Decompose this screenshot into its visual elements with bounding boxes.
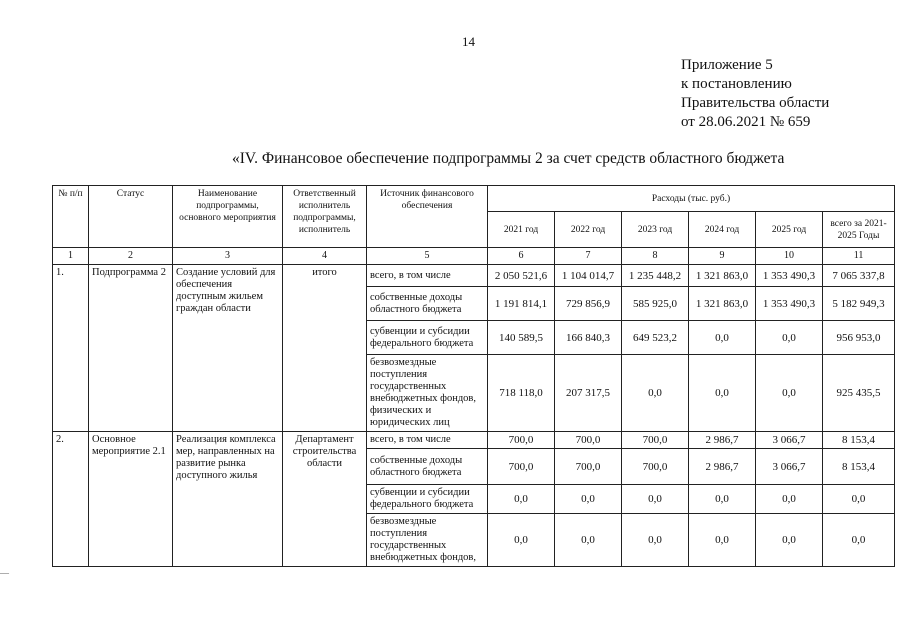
cell-status: Подпрограмма 2 xyxy=(89,265,173,432)
cell-value: 207 317,5 xyxy=(555,355,622,432)
appendix-line: к постановлению xyxy=(681,76,792,92)
appendix-line: Правительства области xyxy=(681,95,830,111)
cell-source: собственные доходы областного бюджета xyxy=(367,449,488,485)
document-title: «IV. Финансовое обеспечение подпрограммы 2 за счет средств областного бюджета xyxy=(232,150,785,167)
cell-value: 700,0 xyxy=(488,432,555,449)
cell-value: 718 118,0 xyxy=(488,355,555,432)
column-index: 3 xyxy=(173,248,283,265)
column-index: 10 xyxy=(756,248,823,265)
cell-value: 7 065 337,8 xyxy=(823,265,895,287)
cell-value: 2 050 521,6 xyxy=(488,265,555,287)
header-source: Источник финансового обеспечения xyxy=(367,186,488,248)
cell-value: 956 953,0 xyxy=(823,321,895,355)
header-year-2023: 2023 год xyxy=(622,212,689,248)
cell-value: 2 986,7 xyxy=(689,432,756,449)
header-year-2025: 2025 год xyxy=(756,212,823,248)
column-index: 1 xyxy=(53,248,89,265)
cell-executor: итого xyxy=(283,265,367,432)
cell-value: 0,0 xyxy=(488,514,555,567)
column-index: 9 xyxy=(689,248,756,265)
cell-value: 700,0 xyxy=(488,449,555,485)
cell-value: 8 153,4 xyxy=(823,449,895,485)
cell-source: безвозмездные поступления государственных внебюджетных фондов, xyxy=(367,514,488,567)
cell-status: Основное мероприятие 2.1 xyxy=(89,432,173,567)
cell-value: 700,0 xyxy=(622,449,689,485)
cell-name: Реализация комплекса мер, направленных на развитие рынка доступного жилья xyxy=(173,432,283,567)
header-expenses: Расходы (тыс. руб.) xyxy=(488,186,895,212)
cell-value: 3 066,7 xyxy=(756,432,823,449)
cell-value: 700,0 xyxy=(555,449,622,485)
cell-value: 700,0 xyxy=(555,432,622,449)
header-year-2021: 2021 год xyxy=(488,212,555,248)
column-index: 8 xyxy=(622,248,689,265)
cell-value: 8 153,4 xyxy=(823,432,895,449)
table-body xyxy=(53,265,895,567)
cell-value: 1 191 814,1 xyxy=(488,287,555,321)
cell-source: всего, в том числе xyxy=(367,265,488,287)
cell-value: 0,0 xyxy=(823,514,895,567)
cell-source: безвозмездные поступления государственных внебюджетных фондов, физических и юридических лиц xyxy=(367,355,488,432)
cell-source: всего, в том числе xyxy=(367,432,488,449)
cell-value: 0,0 xyxy=(756,485,823,514)
cell-value: 0,0 xyxy=(689,321,756,355)
cell-value: 925 435,5 xyxy=(823,355,895,432)
cell-value: 1 353 490,3 xyxy=(756,287,823,321)
cell-name: Создание условий для обеспечения доступным жильем граждан области xyxy=(173,265,283,432)
cell-value: 1 104 014,7 xyxy=(555,265,622,287)
cell-value: 585 925,0 xyxy=(622,287,689,321)
header-num: № п/п xyxy=(53,186,89,248)
cell-value: 0,0 xyxy=(622,485,689,514)
column-index: 7 xyxy=(555,248,622,265)
cell-value: 0,0 xyxy=(689,355,756,432)
cell-value: 1 321 863,0 xyxy=(689,265,756,287)
table-row xyxy=(53,432,895,449)
cell-value: 0,0 xyxy=(488,485,555,514)
margin-mark: — xyxy=(0,568,9,578)
table-row xyxy=(53,265,895,287)
column-index-row xyxy=(53,248,895,265)
cell-value: 0,0 xyxy=(555,485,622,514)
cell-executor: Департамент строительства области xyxy=(283,432,367,567)
cell-value: 1 321 863,0 xyxy=(689,287,756,321)
header-year-2022: 2022 год xyxy=(555,212,622,248)
cell-value: 1 353 490,3 xyxy=(756,265,823,287)
appendix-block xyxy=(681,56,829,132)
cell-num: 1. xyxy=(53,265,89,432)
cell-value: 729 856,9 xyxy=(555,287,622,321)
column-index: 5 xyxy=(367,248,488,265)
cell-value: 0,0 xyxy=(823,485,895,514)
header-status: Статус xyxy=(89,186,173,248)
cell-value: 649 523,2 xyxy=(622,321,689,355)
cell-value: 0,0 xyxy=(689,485,756,514)
cell-source: субвенции и субсидии федерального бюджета xyxy=(367,485,488,514)
appendix-line: от 28.06.2021 № 659 xyxy=(681,114,811,130)
cell-value: 0,0 xyxy=(756,514,823,567)
cell-source: собственные доходы областного бюджета xyxy=(367,287,488,321)
cell-value: 1 235 448,2 xyxy=(622,265,689,287)
page-number: 14 xyxy=(462,34,475,49)
cell-value: 3 066,7 xyxy=(756,449,823,485)
cell-value: 2 986,7 xyxy=(689,449,756,485)
table-header xyxy=(53,186,895,248)
cell-value: 0,0 xyxy=(756,355,823,432)
cell-value: 0,0 xyxy=(622,355,689,432)
column-index: 2 xyxy=(89,248,173,265)
header-year-2024: 2024 год xyxy=(689,212,756,248)
column-index: 6 xyxy=(488,248,555,265)
financing-table xyxy=(52,185,895,567)
header-name: Наименование подпрограммы, основного мероприятия xyxy=(173,186,283,248)
appendix-line: Приложение 5 xyxy=(681,57,773,73)
header-total: всего за 2021-2025 Годы xyxy=(823,212,895,248)
cell-num: 2. xyxy=(53,432,89,567)
header-executor: Ответственный исполнитель подпрограммы, исполнитель xyxy=(283,186,367,248)
cell-value: 0,0 xyxy=(622,514,689,567)
cell-value: 0,0 xyxy=(756,321,823,355)
cell-value: 0,0 xyxy=(689,514,756,567)
cell-value: 140 589,5 xyxy=(488,321,555,355)
cell-value: 166 840,3 xyxy=(555,321,622,355)
column-index: 11 xyxy=(823,248,895,265)
cell-value: 5 182 949,3 xyxy=(823,287,895,321)
column-index: 4 xyxy=(283,248,367,265)
cell-value: 700,0 xyxy=(622,432,689,449)
cell-value: 0,0 xyxy=(555,514,622,567)
cell-source: субвенции и субсидии федерального бюджета xyxy=(367,321,488,355)
